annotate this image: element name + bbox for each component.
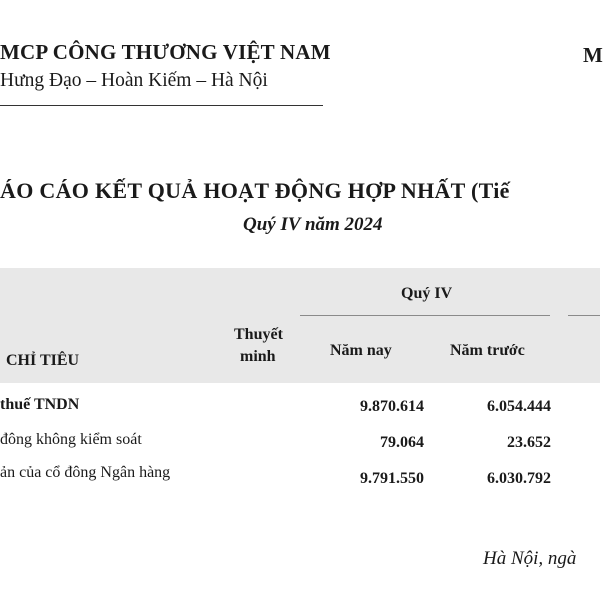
column-header-chi-tieu: CHỈ TIÊU (6, 352, 80, 369)
table-row-label: ản của cổ đông Ngân hàng (0, 464, 171, 481)
report-period: Quý IV năm 2024 (243, 214, 383, 235)
group-header-quarter: Quý IV (401, 285, 453, 302)
table-cell-nam-nay: 9.870.614 (360, 398, 424, 415)
bank-address: Hưng Đạo – Hoàn Kiếm – Hà Nội (0, 70, 268, 91)
bank-name: MCP CÔNG THƯƠNG VIỆT NAM (0, 40, 331, 64)
table-cell-nam-truoc: 6.054.444 (487, 398, 551, 415)
right-header-fragment: M (583, 43, 603, 67)
table-row-label: thuế TNDN (0, 396, 80, 413)
table-cell-nam-truoc: 23.652 (507, 434, 551, 451)
table-header-band (0, 268, 600, 383)
table-cell-nam-nay: 9.791.550 (360, 470, 424, 487)
report-title: ÁO CÁO KẾT QUẢ HOẠT ĐỘNG HỢP NHẤT (Tiế (0, 178, 510, 203)
table-cell-nam-truoc: 6.030.792 (487, 470, 551, 487)
header-underline (0, 105, 323, 106)
table-cell-nam-nay: 79.064 (380, 434, 424, 451)
group-header-divider-right (568, 315, 600, 316)
column-header-nam-nay: Năm nay (330, 342, 392, 359)
place-and-date: Hà Nội, ngà (483, 548, 577, 569)
column-header-thuyet-minh-line1: Thuyết (234, 326, 283, 343)
column-header-nam-truoc: Năm trước (450, 342, 525, 359)
group-header-divider (300, 315, 550, 316)
table-row-label: đông không kiểm soát (0, 431, 142, 448)
column-header-thuyet-minh-line2: minh (240, 348, 276, 365)
